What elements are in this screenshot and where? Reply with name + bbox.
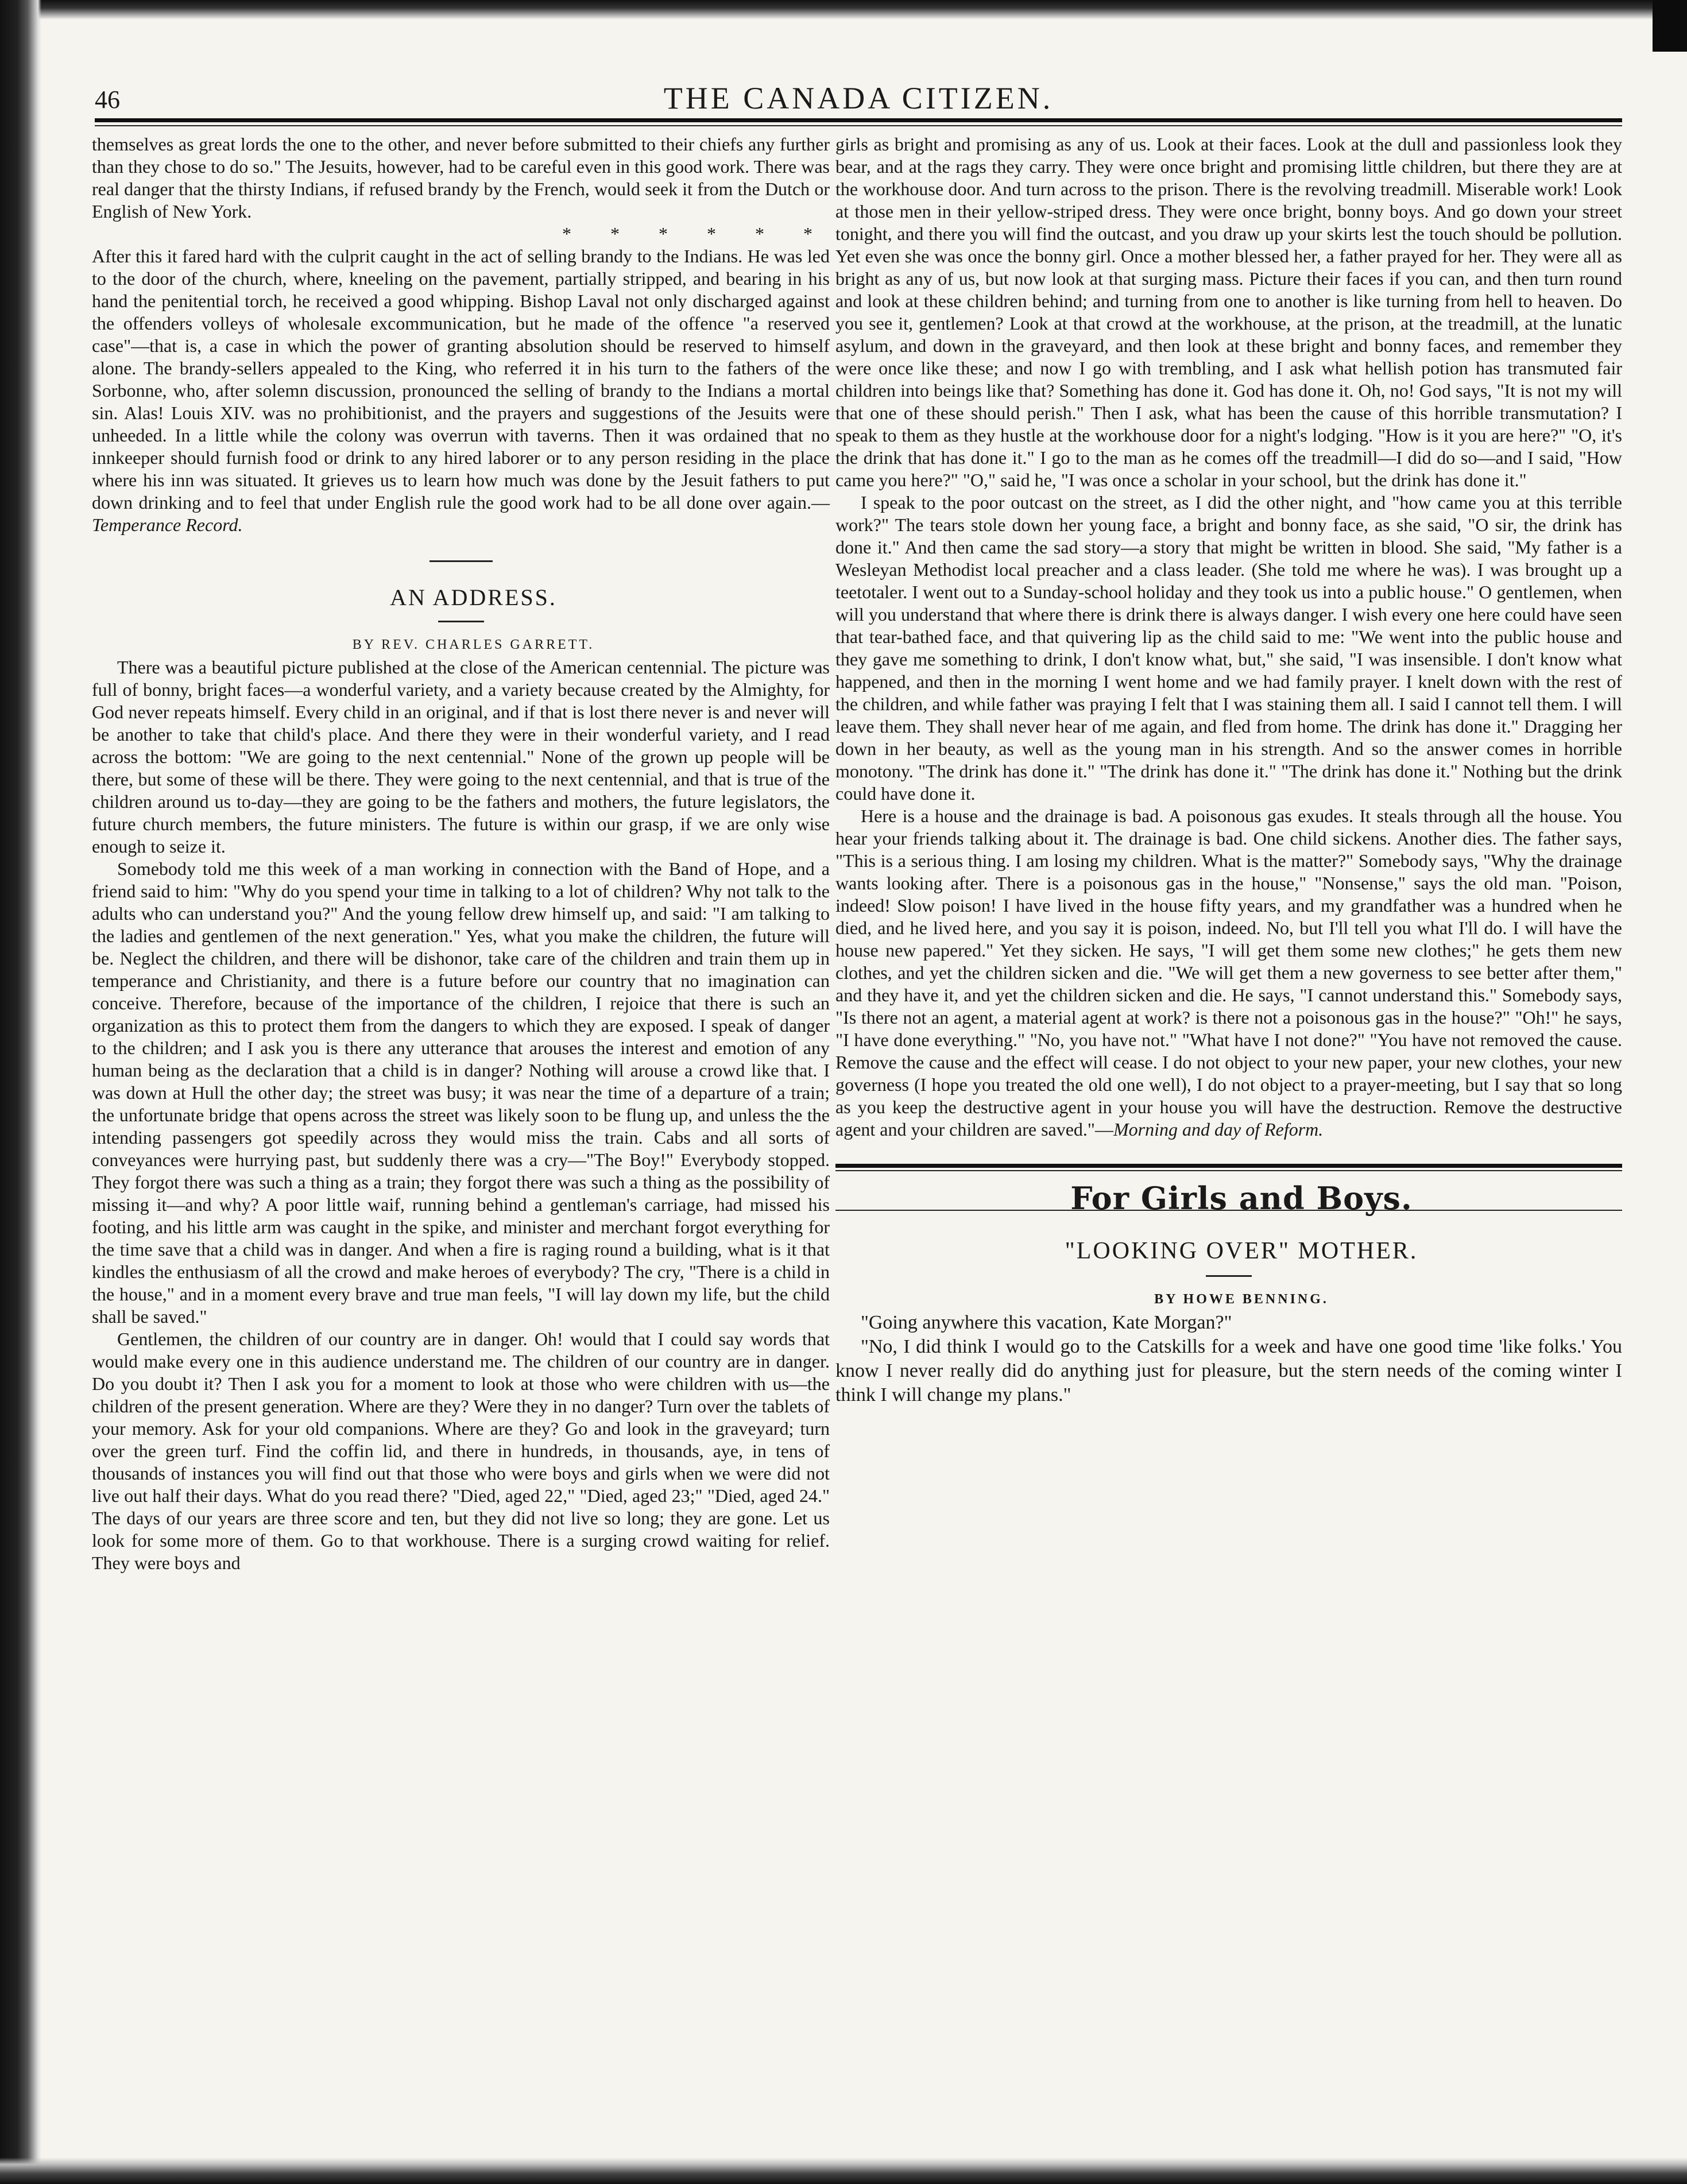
header-rule-thin [95,125,1622,126]
article-paragraph: girls as bright and promising as any of us. Look at their faces. Look at the dull and passionless look they bear, and at the rags they carry. They were once bright and promising little children, but there they are at the workhouse door. And turn across to the prison. There is the revolving treadmill. Miserable work! Look at those men in their yellow-striped dress. They were once bright, bonny boys. And go down your street tonight, and there you will find the outcast, and you draw up your skirts lest the touch should be pollution. Yet even she was once the bonny girl. Once a mother blessed her, a father prayed for her. They were all as bright as any of us, but now look at that surging mass. Picture their faces if you can, and then turn round and look at these children behind; and turning from one to another is like turning from hell to heaven. Do you see it, gentlemen? Look at that crowd at the workhouse, at the prison, at the treadmill, at the lunatic asylum, and down in the graveyard, and then look at these bright and bonny faces, and remember they were once like these; and now I go with trembling, and I ask what hellish potion has transmuted fair children into beings like that? Something has done it. God has done it. Oh, no! God says, "It is not my will that one of these should perish." Then I ask, what has been the cause of this horrible transmutation? I speak to them as they hustle at the workhouse door for a night's lodging. "How is it you are here?" "O, it's the drink that has done it." I go to the man as he comes off the treadmill—I did do so—and I said, "How came you here?" "O," said he, "I was once a scholar in your school, but the drink has done it." [835,134,1622,490]
title-rule [438,621,484,622]
right-column [835,133,1622,1407]
article-paragraph: There was a beautiful picture published at the close of the American centennial. The picture was full of bonny, bright faces—a wonderful variety, and a variety because created by the Almighty, for God never repeats himself. Every child in an original, and if that is lost there never is and never will be another to take that child's place. And there they were in their wonderful variety, and I read across the bottom: "We are going to the next centennial." None of the grown up people will be there, but some of these will be there. They were going to the next centennial, and that is true of the children around us to-day—they are going to be the fathers and mothers, the future legislators, the future church members, the future ministers. The future is within our grasp, if we are only wise enough to seize it. [92,657,830,857]
page-bottom-edge [0,2158,1687,2184]
article-paragraph: After this it fared hard with the culprit caught in the act of selling brandy to the Indians. He was led to the door of the church, where, kneeling on the pavement, partially stripped, and bearing in his hand the penitential torch, he received a good whipping. Bishop Laval not only discharged against the offenders volleys of wholesale excommunication, but he made of the offence "a reserved case"—that is, a case in which the power of granting absolution should be reserved to himself alone. The brandy-sellers appealed to the King, who referred it in his turn to the fathers of the Sorbonne, who, after solemn discussion, pronounced the selling of brandy to the Indians a mortal sin. Alas! Louis XIV. was no prohibitionist, and the prayers and suggestions of the Jesuits were unheeded. In a little while the colony was overrun with taverns. Then it was ordained that no innkeeper should furnish food or drink to any hired laborer or to any person residing in the place where his inn was situated. It grieves us to learn how much was done by the Jesuit fathers to put down drinking and to feel that under English rule the good work had to be all done over again.—Temperance Record. [92,246,830,535]
story-paragraph: "No, I did think I would go to the Catskills for a week and have one good time 'like folks.' You know I never really did do anything just for pleasure, but the stern needs of the coming winter I think I will change my plans." [835,1336,1622,1405]
page-header [95,80,1622,121]
newspaper-title: THE CANADA CITIZEN. [663,81,1054,115]
article-title: AN ADDRESS. [390,584,557,610]
page-binding-edge [0,0,41,2184]
title-rule [1206,1275,1252,1277]
article-paragraph: themselves as great lords the one to the other, and never before submitted to their chiefs any further than they chose to do so." The Jesuits, however, had to be careful even in this good work. There was real danger that the thirsty Indians, if refused brandy by the French, would seek it from the Dutch or English of New York. [92,134,830,222]
page-top-edge [0,0,1687,20]
section-heading: For Girls and Boys. [1070,1180,1413,1217]
article-separator [430,560,493,562]
article-paragraph: Here is a house and the drainage is bad. A poisonous gas exudes. It steals through all the house. You hear your friends talking about it. The drainage is bad. One child sickens. Another dies. The father says, "This is a serious thing. I am losing my children. What is the matter?" Somebody says, "Why the drainage wants looking after. There is a poisonous gas in the house," "Nonsense," says the old man. "Poison, indeed! Slow poison! I have lived in the house fifty years, and my grandfather was a hundred when he died, and he lived here, and you say it is poison, indeed. No, but I'll tell you what I'll do. I will have the house new papered." Yet they sicken. He says, "I will get them some new clothes;" he gets them new clothes, and yet the children sicken and die. "We will get them a new governess to see better after them," and they have it, and yet the children sicken and die. He says, "I cannot understand this." Somebody says, "Is there not an agent, a material agent at work? is there not a poisonous gas in the house?" "Oh!" he says, "I have done everything." "No, you have not." "What have I not done?" "You have not removed the cause. Remove the cause and the effect will cease. I do not object to your new paper, your new clothes, your new governess (I hope you treated the old one well), I do not object to a prayer-meeting, but I say that so long as you keep the destructive agent in your house you will have the destruction. Remove the destructive agent and your children are saved."—Morning and day of Reform. [835,806,1622,1140]
page-number: 46 [95,86,120,114]
section-rule-thin [835,1170,1622,1171]
source-credit: Temperance Record. [92,514,243,535]
source-credit: Morning and day of Reform. [1113,1119,1324,1140]
page-corner-shadow [1653,0,1687,52]
story-body [835,1311,1622,1407]
section-stars: * * * * * * [562,223,830,244]
story-paragraph: "Going anywhere this vacation, Kate Morgan?" [861,1312,1232,1333]
section-rule [835,1164,1622,1168]
article-paragraph: I speak to the poor outcast on the street, as I did the other night, and "how came you at this terrible work?" The tears stole down her young face, a bright and bonny face, as she said, "O sir, the drink has done it." And then came the sad story—a story that might be written in blood. She said, "My father is a Wesleyan Methodist local preacher and a class leader. (She told me where he was). I was brought up a teetotaler. I went out to a Sunday-school holiday and they took us into a public house." O gentlemen, when will you understand that where there is drink there is always danger. I wish every one here could have seen that tear-bathed face, and that quivering lip as the child said to me: "We went into the public house and they gave me something to drink, I don't know what, but," she said, "I was insensible. I don't know what happened, and then in the morning I went home and we had family prayer. I knelt down with the rest of the children, and while father was praying I felt that I was staining them all. I said I cannot tell them. I will leave them. They shall never hear of me again, and fled from home. The drink has done it." Dragging her down in her beauty, as well as the young man in his strength. And so the answer comes in horrible monotony. "The drink has done it." "The drink has done it." "The drink has done it." Nothing but the drink could have done it. [835,492,1622,804]
header-rule [95,118,1622,122]
story-title: "LOOKING OVER" MOTHER. [1065,1238,1418,1264]
article-paragraph: Gentlemen, the children of our country are in danger. Oh! would that I could say words that would make every one in this audience understand me. The children of our country are in danger. Do you doubt it? Then I ask you for a moment to look at those who were children with us—the children of the present generation. Where are they? Were they in no danger? Turn over the tablets of your memory. Ask for your old companions. Where are they? Go and look in the graveyard; turn over the green turf. Find the coffin lid, and there in hundreds, in thousands, aye, in tens of thousands of instances you will find out that those who were boys and girls when we were did not live out half their days. What do you read there? "Died, aged 22," "Died, aged 23;" "Died, aged 24." The days of our years are three score and ten, but they did not live so long; they are gone. Let us look for some more of them. Go to that workhouse. There is a surging crowd waiting for relief. They were boys and [92,1329,830,1573]
story-byline: BY HOWE BENNING. [1154,1292,1329,1307]
left-column [92,133,830,1574]
article-byline: BY REV. CHARLES GARRETT. [352,637,595,652]
article-paragraph: Somebody told me this week of a man working in connection with the Band of Hope, and a friend said to him: "Why do you spend your time in talking to a lot of children? Why not talk to the adults who can understand you?" And the young fellow drew himself up, and said: "I am talking to the ladies and gentlemen of the next generation." Yes, what you make the children, the future will be. Neglect the children, and there will be dishonor, take care of the children and train them up in temperance and Christianity, and there is a future before our country that no imagination can conceive. Therefore, because of the importance of the children, I rejoice that there is such an organization as this to protect them from the dangers to which they are exposed. I speak of danger to the children; and I ask you is there any utterance that arouses the interest and emotion of any human being as the declaration that a child is in danger? Nothing will arouse a crowd like that. I was down at Hull the other day; the street was busy; it was near the time of a departure of a train; the unfortunate bridge that opens across the street was likely soon to be flung up, and unless the the intending passengers got speedily across they would miss the train. Cabs and all sorts of conveyances were hurrying past, but suddenly there was a cry—"The Boy!" Everybody stopped. They forgot there was such a thing as a train; they forgot there was such a thing as the possibility of missing it—and why? A poor little waif, running behind a gentleman's carriage, had missed his footing, and his little arm was caught in the spike, and minister and merchant forgot everything for the time save that a child was in danger. And when a fire is raging round a building, what is it that kindles the enthusiasm of all the crowd and make heroes of everybody? The cry, "There is a child in the house," and in a moment every brave and true man feels, "I will lay down my life, but the child shall be saved." [92,858,830,1327]
